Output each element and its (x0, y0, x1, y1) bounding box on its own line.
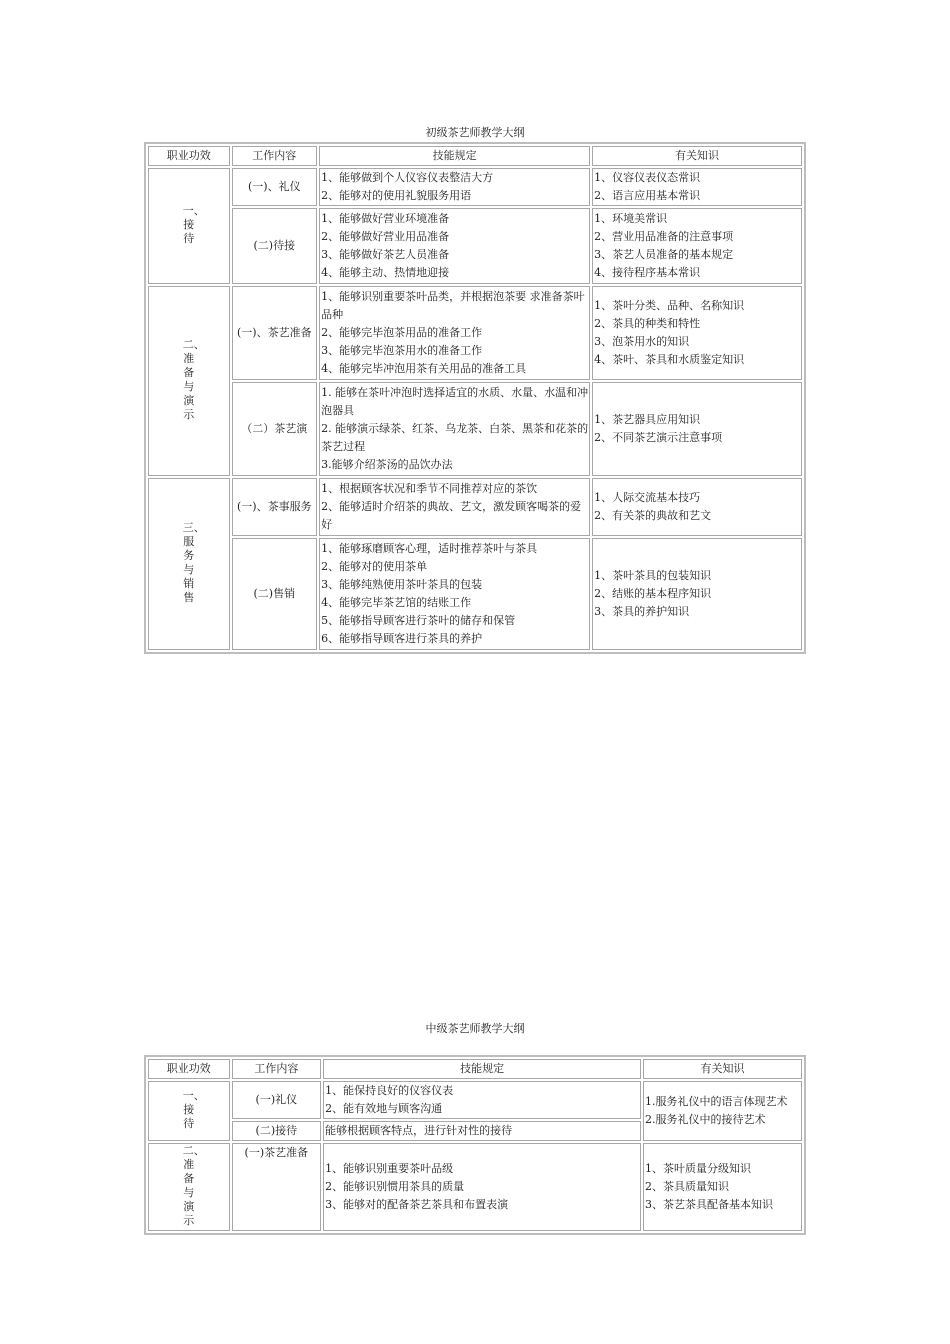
skill-item: 2、能够适时介绍茶的典故、艺文，激发顾客喝茶的爱好 (321, 500, 582, 531)
knowledge-item: 1.服务礼仪中的语言体现艺术 (645, 1095, 788, 1108)
skill-item: 1. 能够在茶叶冲泡时选择适宜的水质、水量、水温和冲泡器具 (321, 386, 589, 417)
knowledge-cell (592, 168, 802, 206)
knowledge-cell (643, 1143, 802, 1231)
skills-cell (319, 478, 590, 536)
knowledge-item: 2、营业用品准备的注意事项 (594, 230, 734, 243)
skill-item: 6、能够指导顾客进行茶具的养护 (321, 632, 483, 645)
skill-item: 2、能够完毕泡茶用品的准备工作 (321, 326, 483, 339)
knowledge-cell (643, 1081, 802, 1141)
skill-item: 1、能够识别重要茶叶品级 (325, 1162, 454, 1175)
function-cell (148, 478, 230, 650)
skill-item: 3、能够完毕泡茶用水的准备工作 (321, 344, 483, 357)
skill-item: 3.能够介绍茶汤的品饮办法 (321, 458, 453, 471)
skills-cell (319, 382, 590, 476)
table-row (148, 538, 802, 650)
content-cell: (二)售销 (232, 538, 318, 650)
header-knowledge: 有关知识 (643, 1059, 802, 1079)
function-label: 一、接待 (182, 1089, 205, 1130)
table-row (148, 478, 802, 536)
table-header-row (148, 1059, 802, 1079)
skill-item: 4、能够主动、热情地迎接 (321, 266, 450, 279)
knowledge-cell (592, 208, 802, 284)
header-content: 工作内容 (232, 1059, 322, 1079)
skill-item: 2、能够对的使用礼貌服务用语 (321, 189, 472, 202)
header-content: 工作内容 (232, 146, 318, 166)
doc2-title: 中级茶艺师教学大纲 (425, 1022, 525, 1035)
skill-item: 1、能够做到个人仪容仪表整洁大方 (321, 171, 494, 184)
content-cell: (二)接待 (232, 1121, 322, 1141)
table-header-row (148, 146, 802, 166)
header-knowledge: 有关知识 (592, 146, 802, 166)
knowledge-item: 1、仪容仪表仪态常识 (594, 171, 701, 184)
skill-item: 1、能保持良好的仪容仪表 (325, 1084, 454, 1097)
skill-item: 2、能够对的使用茶单 (321, 560, 428, 573)
knowledge-cell (592, 382, 802, 476)
table-row (148, 1081, 802, 1119)
content-cell: (二)待接 (232, 208, 318, 284)
skill-item: 4、能够完毕茶艺馆的结账工作 (321, 596, 472, 609)
knowledge-item: 1、茶叶质量分级知识 (645, 1162, 752, 1175)
skills-cell (319, 286, 590, 380)
knowledge-item: 2、有关茶的典故和艺文 (594, 509, 712, 522)
doc1-table (144, 142, 806, 654)
table-row (148, 208, 802, 284)
skill-item: 3、能够做好茶艺人员准备 (321, 248, 450, 261)
knowledge-item: 3、茶具的养护知识 (594, 605, 690, 618)
knowledge-item: 4、茶叶、茶具和水质鉴定知识 (594, 353, 745, 366)
function-label: 一、接待 (182, 204, 205, 245)
skill-item: 4、能够完毕冲泡用茶有关用品的准备工具 (321, 362, 527, 375)
knowledge-item: 1、茶艺器具应用知识 (594, 413, 701, 426)
skill-item: 3、能够纯熟使用茶叶茶具的包装 (321, 578, 483, 591)
skill-item: 2、能够做好营业用品准备 (321, 230, 450, 243)
skills-cell (319, 538, 590, 650)
skill-item: 1、能够做好营业环境准备 (321, 212, 450, 225)
table-row (148, 168, 802, 206)
header-function: 职业功效 (148, 146, 230, 166)
table-row (148, 382, 802, 476)
function-label: 二、准备与演示 (182, 338, 205, 421)
skill-item: 1、能够琢磨顾客心理，适时推荐茶叶与茶具 (321, 542, 538, 555)
skills-cell (323, 1081, 641, 1119)
function-cell (148, 168, 230, 284)
header-skills: 技能规定 (323, 1059, 641, 1079)
header-skills: 技能规定 (319, 146, 590, 166)
skills-cell (323, 1143, 641, 1231)
doc2-table (144, 1055, 806, 1235)
doc1-title: 初级茶艺师教学大纲 (425, 126, 525, 139)
knowledge-item: 2、结账的基本程序知识 (594, 587, 712, 600)
knowledge-item: 2、茶具的种类和特性 (594, 317, 701, 330)
content-cell: (一)礼仪 (232, 1081, 322, 1119)
knowledge-cell (592, 478, 802, 536)
knowledge-item: 1、茶叶分类、品种、名称知识 (594, 299, 745, 312)
skill-item: 2. 能够演示绿茶、红茶、乌龙茶、白茶、黑茶和花茶的茶艺过程 (321, 422, 589, 453)
function-label: 三、服务与销售 (182, 521, 205, 604)
table-row (148, 1143, 802, 1231)
content-cell: （二）茶艺演 (232, 382, 318, 476)
content-cell: (一)、茶艺准备 (232, 286, 318, 380)
knowledge-item: 2、语言应用基本常识 (594, 189, 701, 202)
skill-item: 1、能够识别重要茶叶品类，并根据泡茶要 求准备茶叶品种 (321, 290, 585, 321)
function-cell (148, 286, 230, 476)
content-cell: (一)、礼仪 (232, 168, 318, 206)
function-cell (148, 1081, 230, 1141)
knowledge-item: 4、接待程序基本常识 (594, 266, 701, 279)
skill-item: 5、能够指导顾客进行茶叶的储存和保管 (321, 614, 516, 627)
function-label: 二、准备与演示 (182, 1144, 205, 1227)
knowledge-item: 2、不同茶艺演示注意事项 (594, 431, 723, 444)
skills-cell (319, 208, 590, 284)
skill-item: 能够根据顾客特点，进行针对性的接待 (325, 1124, 513, 1137)
knowledge-item: 3、茶艺人员准备的基本规定 (594, 248, 734, 261)
function-cell (148, 1143, 230, 1231)
knowledge-item: 1、茶叶茶具的包装知识 (594, 569, 712, 582)
skill-item: 2、能有效地与顾客沟通 (325, 1102, 443, 1115)
knowledge-item: 1、人际交流基本技巧 (594, 491, 701, 504)
knowledge-item: 1、环境美常识 (594, 212, 668, 225)
header-function: 职业功效 (148, 1059, 230, 1079)
table-row (148, 286, 802, 380)
skill-item: 3、能够对的配备茶艺茶具和布置表演 (325, 1198, 509, 1211)
knowledge-cell (592, 286, 802, 380)
skill-item: 2、能够识别惯用茶具的质量 (325, 1180, 465, 1193)
skills-cell (323, 1121, 641, 1141)
content-cell: (一)、茶事服务 (232, 478, 318, 536)
knowledge-item: 3、茶艺茶具配备基本知识 (645, 1198, 774, 1211)
content-cell: (一)茶艺准备 (232, 1143, 322, 1231)
knowledge-item: 3、泡茶用水的知识 (594, 335, 690, 348)
knowledge-item: 2.服务礼仪中的接待艺术 (645, 1113, 766, 1126)
knowledge-item: 2、茶具质量知识 (645, 1180, 730, 1193)
skills-cell (319, 168, 590, 206)
skill-item: 1、根据顾客状况和季节不同推荐对应的茶饮 (321, 482, 538, 495)
knowledge-cell (592, 538, 802, 650)
